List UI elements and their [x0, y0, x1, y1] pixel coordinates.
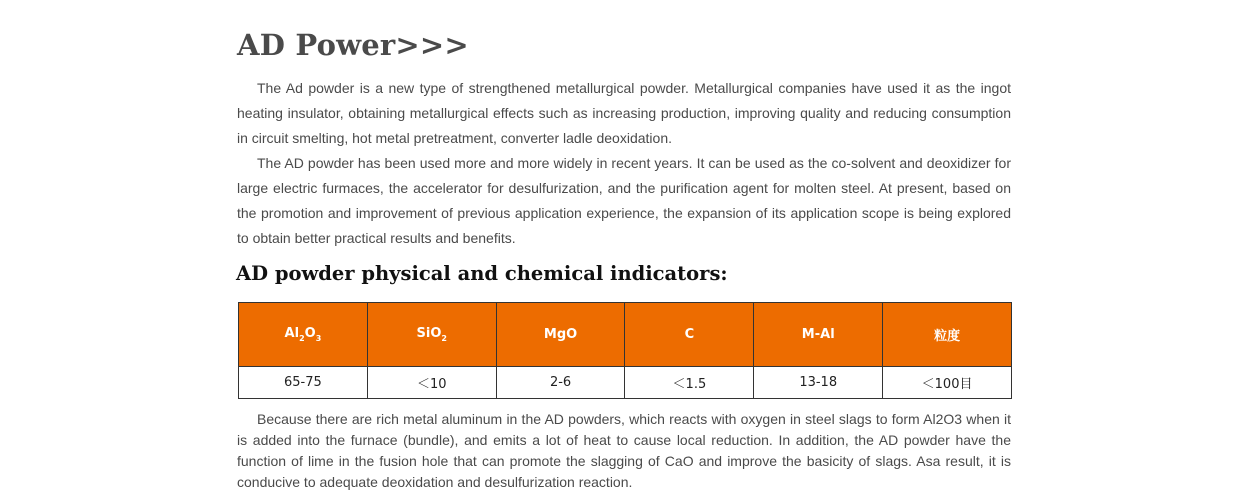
header-mgo: MgO [496, 303, 625, 367]
value-sio2: ＜10 [367, 367, 496, 399]
section-heading: AD powder physical and chemical indicators: [236, 262, 728, 285]
header-granularity: 粒度 [883, 303, 1012, 367]
header-al2o3: $Al_2O_3$ [239, 303, 368, 367]
table-row [239, 367, 1012, 399]
header-sio2: SiO$_2$ [367, 303, 496, 367]
value-al2o3: 65-75 [239, 367, 368, 399]
article [237, 26, 1011, 493]
value-m-al: 13-18 [754, 367, 883, 399]
header-m-al: M-Al [754, 303, 883, 367]
value-c: ＜1.5 [625, 367, 754, 399]
value-mgo: 2-6 [496, 367, 625, 399]
page-title: AD Power>>> [237, 28, 469, 62]
closing-paragraph: Because there are rich metal aluminum in the AD powders, which reacts with oxygen in steel slags to form Al2O3 when it is added into the furnace (bundle), and emits a lot of heat to cause local reduction. In addition, the AD powder have the function of lime in the fusion hole that can promote the slagging of CaO and improve the basicity of slags. Asa result, it is conducive to adequate deoxidation and desulfurization reaction. [237, 411, 1011, 490]
header-c: C [625, 303, 754, 367]
indicators-table [238, 302, 1012, 399]
intro-paragraph: The Ad powder is a new type of strengthened metallurgical powder. Metallurgical companies have used it as the ingot heating insulator, obtaining metallurgical effects such as increasing production, improving quality and reducing consumption in circuit smelting, hot metal pretreatment, converter ladle deoxidation. [237, 80, 1011, 146]
table-header-row [239, 303, 1012, 367]
usage-paragraph: The AD powder has been used more and more widely in recent years. It can be used as the co-solvent and deoxidizer for large electric furmaces, the accelerator for desulfurization, and the purification agent for molten steel. At present, based on the promotion and improvement of previous application experience, the expansion of its application scope is being explored to obtain better practical results and benefits. [237, 155, 1011, 246]
value-granularity: ＜100目 [883, 367, 1012, 399]
